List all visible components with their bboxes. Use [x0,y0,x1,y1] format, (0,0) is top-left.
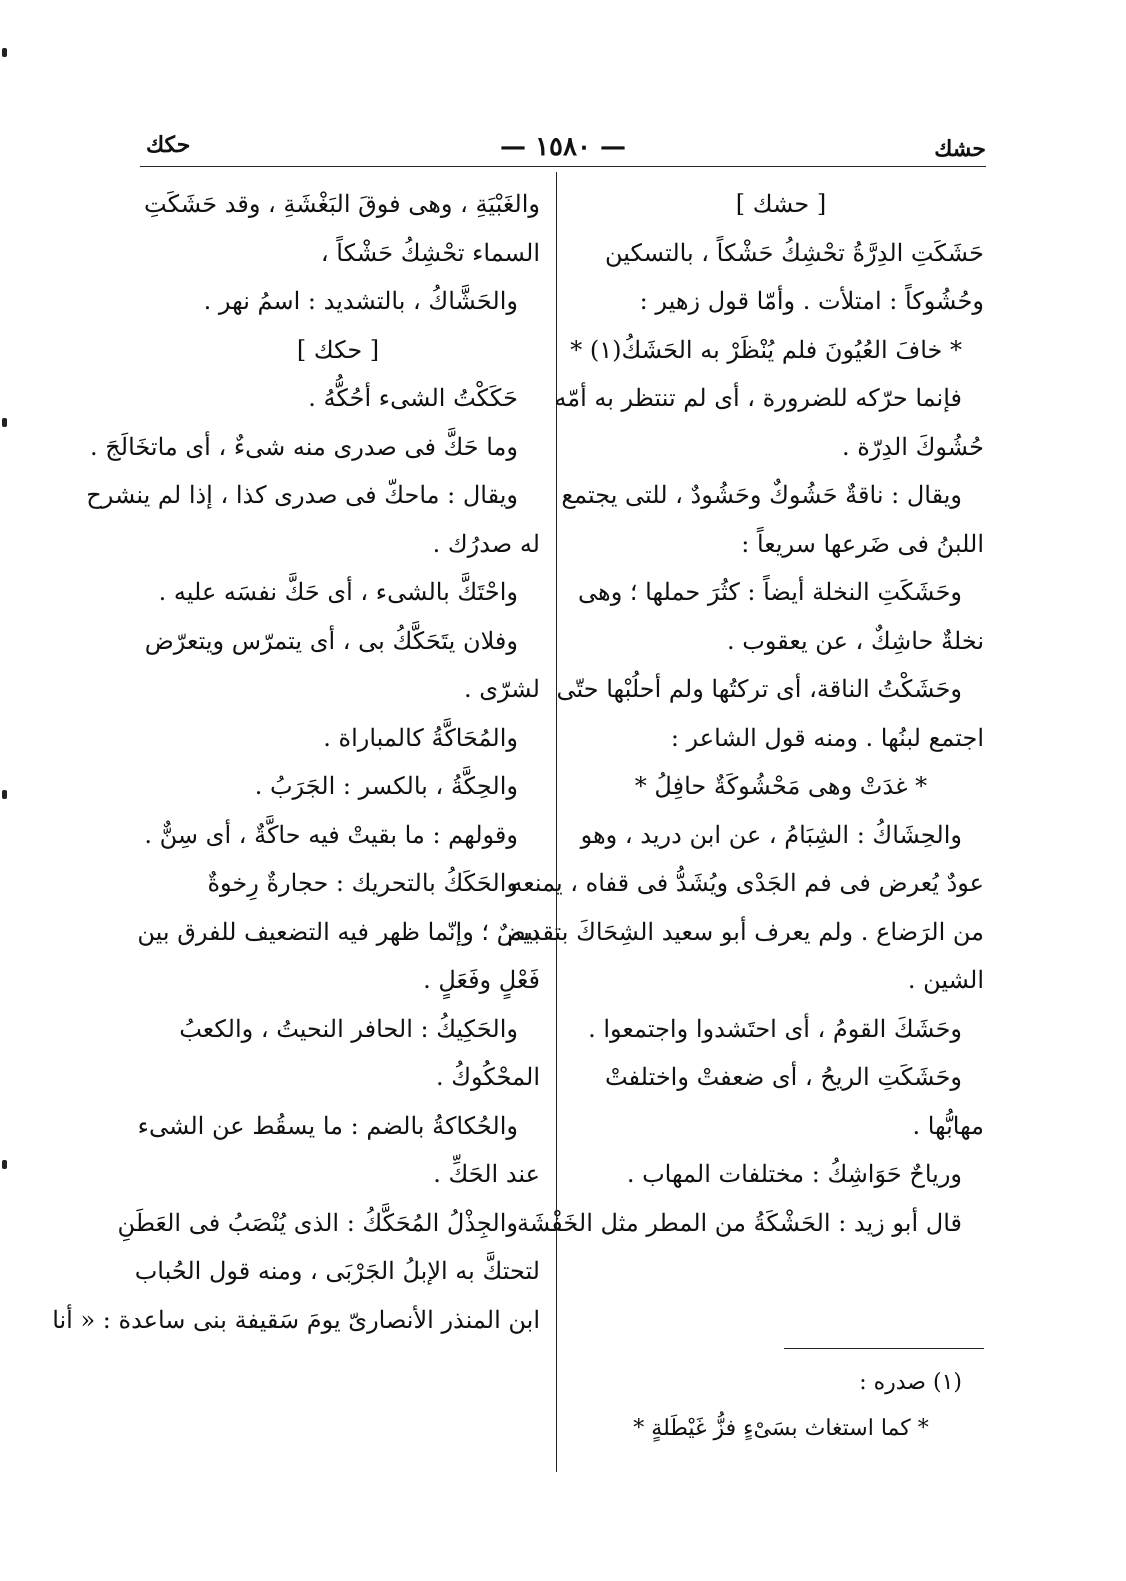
entry-heading: [ حشك ] [735,190,827,218]
text-line: والغَبْيَةِ ، وهى فوقَ البَغْشَةِ ، وقد حَشَكَتِ [144,190,540,218]
text-line: والحَكِيكُ : الحافر النحيتُ ، والكعبُ [179,1014,518,1043]
text-line: والجِذْلُ المُحَكَّكُ : الذى يُنْصَبُ فى العَطَنِ [117,1208,518,1237]
text-line: وحَشَكَ القومُ ، أى احتَشدوا واجتمعوا . [588,1014,962,1043]
text-line: وحَشَكْتُ الناقة، أى تركتُها ولم أحلُبْها حتّى [556,675,962,703]
text-line: فإنما حرّكه للضرورة ، أى لم تنتظر به أمّه [554,384,962,412]
text-line: والحَكَكُ بالتحريك : حجارةٌ رِخوةٌ [207,869,518,897]
text-line: حَكَكْتُ الشىء أحُكُّهُ . [308,384,518,412]
text-line: وما حَكَّ فى صدرى منه شىءٌ ، أى ماتخَالَجَ . [90,432,518,461]
text-line: لشرّى . [463,675,540,703]
left-column [52,180,540,1344]
footnote-verse: * كما استغاث بسَىْءٍ فزُّ غَيْطَلةٍ * [633,1416,929,1441]
page-number: — ١٥٨٠ — [500,132,626,162]
page-header [140,132,986,166]
text-line: ورياحٌ حَوَاشِكُ : مختلفات المهاب . [626,1160,962,1188]
text-line: والمُحَاكَّةُ كالمباراة . [323,723,518,752]
text-line: بيضٌ ؛ وإنّما ظهر فيه التضعيف للفرق بين [137,917,540,946]
footnote [578,1360,984,1452]
footnote-rule [784,1348,984,1349]
header-left-word: حكك [146,132,191,158]
text-line: مهابُّها . [912,1111,984,1140]
text-line: ويقال : ماحكّ فى صدرى كذا ، إذا لم ينشرح [86,481,518,509]
text-line: له صدرُك . [432,529,540,558]
text-line: ويقال : ناقةٌ حَشُوكٌ وحَشُودٌ ، للتى يجتمع [561,481,962,509]
scan-margin-mark [2,790,7,799]
text-line: حَشَكَتِ الدِرَّةُ تحْشِكُ حَشْكاً ، بالتسكين [604,238,984,267]
header-rule [140,166,986,167]
text-line: عودٌ يُعرض فى فم الجَدْى ويُشَدُّ فى قفاه ، يمنعه [510,869,984,897]
scan-margin-mark [2,418,7,427]
text-line: اللبنُ فى ضَرعها سريعاً : [741,529,984,558]
text-line: لتحتكَّ به الإبلُ الجَرْبَى ، ومنه قول الحُباب [134,1257,540,1285]
text-line: من الرَضاع . ولم يعرف أبو سعيد الشِحَاكَ بتقديم [507,917,984,946]
text-line: والحِشَاكُ : الشِبَامُ ، عن ابن دريد ، وهو [580,820,962,849]
text-line: والحِكَّةُ ، بالكسر : الجَرَبُ . [254,772,518,800]
right-column [507,180,984,1247]
column-divider [556,172,557,1472]
text-line: والحُكاكةُ بالضم : ما يسقُط عن الشىء [137,1111,518,1140]
header-right-word: حشك [934,136,986,162]
text-line: الشين . [907,966,984,994]
text-line: واحْتَكَّ بالشىء ، أى حَكَّ نفسَه عليه . [158,578,518,606]
text-line: وحَشَكَتِ الريحُ ، أى ضعفتْ واختلفتْ [604,1063,962,1091]
verse-line: * خافَ العُيُونَ فلم يُنْظَرْ به الحَشَكُ(١) * [570,335,962,364]
verse-line: * غدَتْ وهى مَحْشُوكَةٌ حافِلُ * [634,772,928,800]
scan-margin-mark [2,48,7,57]
scan-margin-mark [2,1160,7,1169]
text-line: نخلةٌ حاشِكٌ ، عن يعقوب . [727,626,984,655]
entry-heading: [ حكك ] [296,335,380,364]
text-line: حُشُوكَ الدِرّة . [841,432,984,461]
text-line: قال أبو زيد : الحَشْكَةُ من المطر مثل الخَفْشَة [516,1208,962,1237]
text-line: المحْكُوكُ . [435,1063,540,1091]
text-line: وفلان يتَحَكَّكُ بى ، أى يتمرّس ويتعرّض [144,626,518,655]
text-line: ابن المنذر الأنصارىّ يومَ سَقيفة بنى ساعدة : « أنا [52,1305,540,1334]
text-line: اجتمع لبنُها . ومنه قول الشاعر : [670,723,984,752]
text-line: عند الحَكِّ . [433,1160,540,1188]
footnote-label: (١) صدره : [859,1370,962,1395]
text-line: وحُشُوكاً : امتلأت . وأمّا قول زهير : [639,287,984,315]
text-line: السماء تحْشِكُ حَشْكاً ، [320,238,540,267]
text-line: وقولهم : ما بقيتْ فيه حاكَّةٌ ، أى سِنٌّ . [144,820,518,849]
text-line: وحَشَكَتِ النخلة أيضاً : كثُرَ حملها ؛ وهى [578,578,962,606]
text-line: فَعْلٍ وفَعَلٍ . [423,966,540,994]
text-line: والحَشَّاكُ ، بالتشديد : اسمُ نهر . [203,287,518,315]
